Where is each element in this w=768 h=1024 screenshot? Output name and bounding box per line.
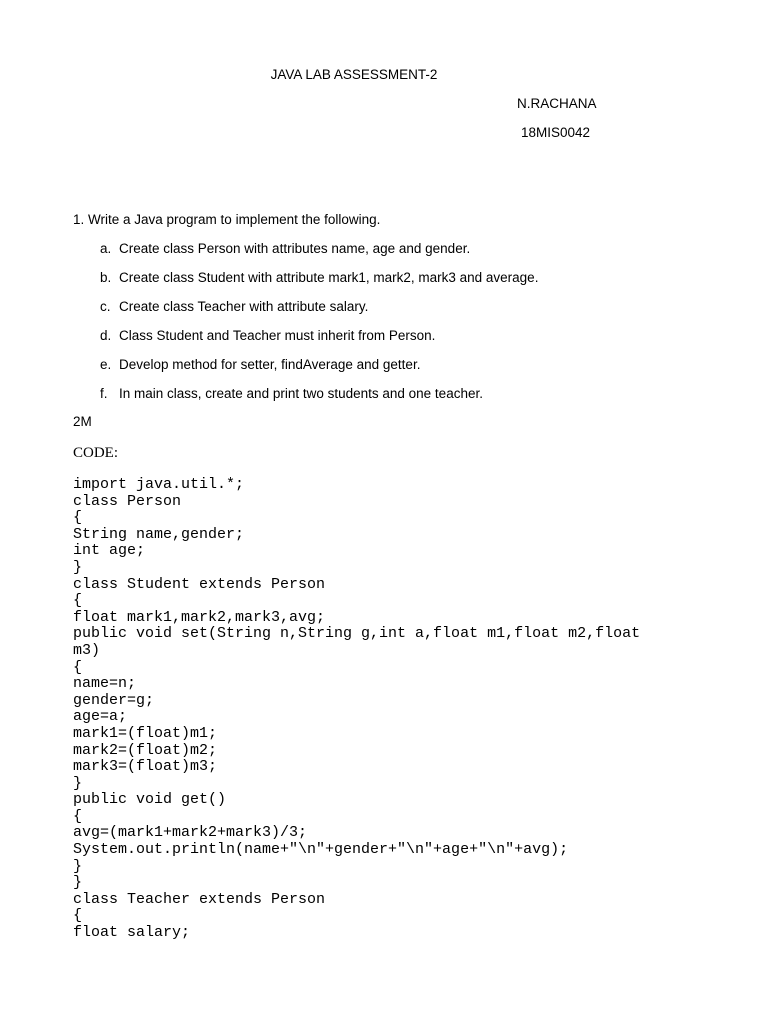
author-name: N.RACHANA xyxy=(517,96,597,111)
code-line: int age; xyxy=(73,542,146,560)
question-subitems xyxy=(100,241,538,415)
code-line: mark1=(float)m1; xyxy=(73,724,218,742)
code-heading: CODE: xyxy=(73,445,118,461)
code-line: } xyxy=(73,857,83,875)
code-line: m3) xyxy=(73,641,101,659)
code-line: age=a; xyxy=(73,708,128,726)
subitem-letter: c. xyxy=(100,299,111,314)
code-block xyxy=(73,477,713,942)
subitem-text: Create class Student with attribute mark1, mark2, mark3 and average. xyxy=(119,270,539,285)
code-line: name=n; xyxy=(73,675,137,693)
subitem xyxy=(100,386,538,415)
code-line: System.out.println(name+"\n"+gender+"\n"+age+"\n"+avg); xyxy=(73,841,569,859)
subitem-letter: f. xyxy=(100,386,108,401)
code-line: mark3=(float)m3; xyxy=(73,758,218,776)
code-line: { xyxy=(73,807,83,825)
registration-number: 18MIS0042 xyxy=(521,125,591,140)
code-line: } xyxy=(73,874,83,892)
code-line: gender=g; xyxy=(73,691,155,709)
subitem xyxy=(100,299,538,328)
code-line: public void get() xyxy=(73,791,227,809)
document-title: JAVA LAB ASSESSMENT-2 xyxy=(270,67,438,82)
code-line: } xyxy=(73,558,83,576)
code-line: { xyxy=(73,907,83,925)
code-line: { xyxy=(73,509,83,527)
code-line: { xyxy=(73,658,83,676)
subitem-text: Develop method for setter, findAverage and getter. xyxy=(119,357,421,372)
code-line: avg=(mark1+mark2+mark3)/3; xyxy=(73,824,308,842)
subitem xyxy=(100,357,538,386)
subitem xyxy=(100,241,538,270)
code-line: String name,gender; xyxy=(73,525,245,543)
code-line: class Teacher extends Person xyxy=(73,890,326,908)
subitem-text: In main class, create and print two students and one teacher. xyxy=(119,386,483,401)
code-line: class Student extends Person xyxy=(73,575,326,593)
code-line: import java.util.*; xyxy=(73,476,245,493)
code-line: float salary; xyxy=(73,924,191,942)
subitem-letter: e. xyxy=(100,357,112,372)
subitem xyxy=(100,328,538,357)
code-line: } xyxy=(73,774,83,792)
question-text: 1. Write a Java program to implement the following. xyxy=(73,212,381,227)
code-line: public void set(String n,String g,int a,float m1,float m2,float xyxy=(73,625,641,643)
marks-label: 2M xyxy=(73,414,92,429)
subitem-letter: d. xyxy=(100,328,112,343)
subitem-text: Create class Person with attributes name, age and gender. xyxy=(119,241,471,256)
subitem-text: Class Student and Teacher must inherit from Person. xyxy=(119,328,436,343)
subitem-letter: a. xyxy=(100,241,112,256)
subitem xyxy=(100,270,538,299)
code-line: mark2=(float)m2; xyxy=(73,741,218,759)
subitem-text: Create class Teacher with attribute salary. xyxy=(119,299,369,314)
code-line: { xyxy=(73,592,83,610)
code-line: class Person xyxy=(73,492,182,510)
code-line: float mark1,mark2,mark3,avg; xyxy=(73,608,326,626)
subitem-letter: b. xyxy=(100,270,112,285)
